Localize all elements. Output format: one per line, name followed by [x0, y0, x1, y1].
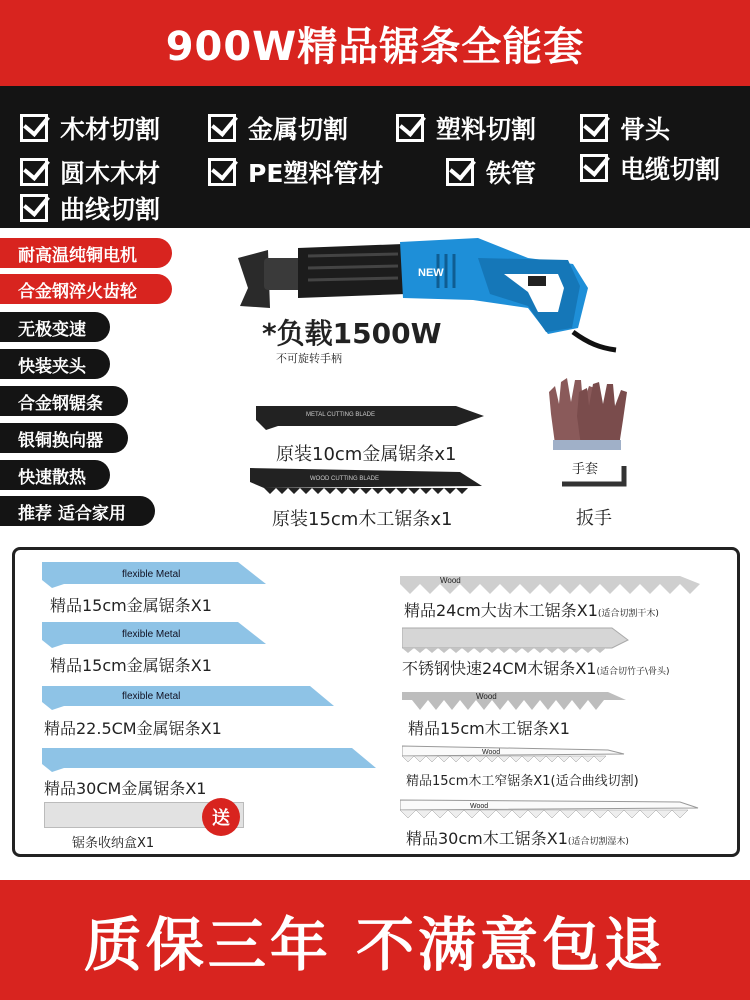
blade-print: METAL CUTTING BLADE — [306, 412, 376, 418]
blade-label — [406, 826, 629, 849]
feature-tag: 无极变速 — [0, 312, 110, 342]
wood-blade-image — [402, 688, 628, 714]
storage-box-label: 锯条收纳盒X1 — [72, 836, 155, 851]
feature-label: 木材切割 — [60, 115, 161, 144]
feature-tag: 合金钢锯条 — [0, 386, 128, 416]
blade-label — [408, 716, 570, 739]
checkbox-icon — [446, 158, 474, 186]
gloves-image — [545, 374, 631, 454]
blade-brand: Wood — [470, 803, 489, 810]
feature-label: 金属切割 — [248, 115, 349, 144]
included-metal-blade-label: 原装10cm金属锯条x1 — [276, 444, 457, 465]
feature-item — [20, 190, 160, 226]
blade-label: 精品15cm金属锯条X1 — [50, 656, 212, 675]
feature-tag: 快装夹头 — [0, 349, 110, 379]
feature-label: PE塑料管材 — [248, 159, 384, 188]
metal-blade-image — [256, 400, 488, 430]
feature-item — [20, 110, 160, 146]
page-title: 900W精品锯条全能套 — [165, 23, 585, 70]
feature-item — [208, 110, 348, 146]
footer-banner — [0, 880, 750, 1000]
blade-note: (适合切割湿木) — [567, 837, 629, 847]
blade-label — [404, 598, 659, 621]
blade-brand: Wood — [476, 692, 497, 701]
gift-badge: 送 — [202, 798, 240, 836]
features-panel — [0, 86, 750, 228]
blade-label-text: 精品15cm木工锯条X1 — [408, 719, 570, 738]
blade-brand: flexible Metal — [122, 629, 181, 640]
blade-label: 精品15cm金属锯条X1 — [50, 596, 212, 615]
blade-label-text: 不锈钢快速24CM木锯条X1 — [402, 659, 597, 678]
wood-blade-image — [250, 464, 484, 496]
blade-label-text: 精品30cm木工锯条X1 — [406, 829, 568, 848]
handle-note: 不可旋转手柄 — [276, 352, 342, 365]
feature-item — [20, 154, 160, 190]
blade-label: 精品30CM金属锯条X1 — [44, 779, 207, 798]
blade-label-text: 精品24cm大齿木工锯条X1 — [404, 601, 598, 620]
feature-tag: 耐高温纯铜电机 — [0, 238, 172, 268]
checkbox-icon — [20, 114, 48, 142]
blade-brand: Wood — [440, 576, 461, 585]
checkbox-icon — [396, 114, 424, 142]
feature-label: 铁管 — [486, 159, 537, 188]
feature-label: 塑料切割 — [436, 115, 537, 144]
metal-blade-image — [42, 618, 268, 650]
blade-label: 精品15cm木工窄锯条X1(适合曲线切割) — [406, 774, 639, 789]
blade-note: (适合切竹子\骨头) — [596, 667, 670, 677]
checkbox-icon — [208, 114, 236, 142]
blade-print: WOOD CUTTING BLADE — [310, 476, 380, 482]
feature-tag: 银铜换向器 — [0, 423, 128, 453]
blade-label — [402, 656, 670, 679]
power-rating: *负载1500W — [262, 317, 442, 350]
feature-label: 曲线切割 — [60, 195, 161, 224]
header-banner — [0, 0, 750, 86]
checkbox-icon — [580, 114, 608, 142]
blade-brand: flexible Metal — [122, 691, 181, 702]
metal-blade-image — [42, 744, 378, 774]
feature-label: 骨头 — [620, 115, 671, 144]
blade-brand: Wood — [482, 749, 501, 756]
checkbox-icon — [580, 154, 608, 182]
stainless-blade-image — [402, 626, 630, 654]
saw-brand-label: NEW — [418, 267, 444, 279]
blade-brand: flexible Metal — [122, 569, 181, 580]
checkbox-icon — [208, 158, 236, 186]
gloves-label: 手套 — [572, 462, 599, 477]
blade-label: 精品22.5CM金属锯条X1 — [44, 719, 222, 738]
warranty-text: 质保三年 不满意包退 — [83, 911, 667, 979]
checkbox-icon — [20, 158, 48, 186]
included-wood-blade-label: 原装15cm木工锯条x1 — [272, 509, 453, 530]
checkbox-icon — [20, 194, 48, 222]
blade-note: (适合切割干木) — [597, 609, 659, 619]
feature-tag: 推荐 适合家用 — [0, 496, 155, 526]
metal-blade-image — [42, 682, 336, 712]
feature-tag: 合金钢淬火齿轮 — [0, 274, 172, 304]
feature-item — [446, 154, 536, 190]
feature-item — [580, 110, 670, 146]
feature-item — [208, 154, 383, 190]
feature-label: 电缆切割 — [620, 155, 721, 184]
feature-item — [580, 150, 720, 186]
feature-item — [396, 110, 536, 146]
narrow-wood-blade-image — [402, 742, 626, 764]
hex-wrench-image — [558, 462, 634, 490]
long-wood-blade-image — [400, 796, 700, 820]
wrench-label: 扳手 — [576, 508, 612, 529]
metal-blade-image — [42, 558, 268, 590]
feature-label: 圆木木材 — [60, 159, 161, 188]
wood-blade-image — [400, 572, 702, 596]
feature-tag: 快速散热 — [0, 460, 110, 490]
